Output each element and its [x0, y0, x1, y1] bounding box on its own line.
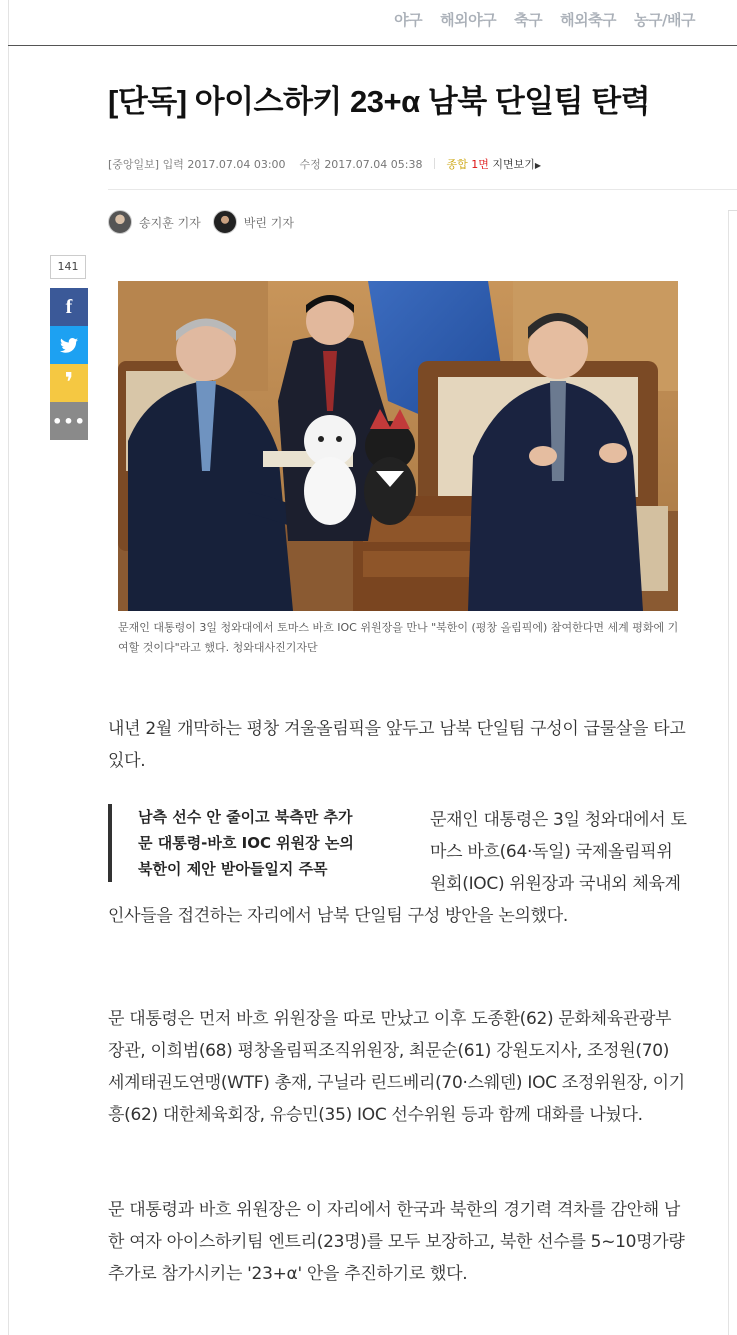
- avatar: [213, 210, 237, 234]
- facebook-icon: f: [65, 295, 73, 318]
- reporter-name: 송지훈 기자: [139, 215, 201, 230]
- facebook-share-button[interactable]: [50, 288, 88, 326]
- published-label: 입력: [162, 158, 184, 171]
- edition-link[interactable]: [447, 158, 489, 171]
- meta-divider: [434, 158, 435, 169]
- published-date: 2017.07.04 03:00: [187, 158, 286, 171]
- avatar: [108, 210, 132, 234]
- kakaostory-icon: ❜: [64, 368, 74, 398]
- nav-item-basketball-volleyball[interactable]: 농구/배구: [634, 11, 695, 29]
- meta-divider-line: [108, 189, 737, 190]
- page-left-border: [8, 0, 9, 1335]
- nav-item-mlb[interactable]: 해외야구: [440, 11, 497, 29]
- right-rail-border: [728, 210, 729, 1335]
- twitter-icon: [60, 338, 78, 353]
- reporter-2[interactable]: [213, 210, 294, 234]
- pullquote-section: [108, 804, 688, 932]
- article-paragraph-2: 문재인 대통령은 3일 청와대에서 토마스 바흐(64·독일) 국제올림픽위원회(IOC) 위원장과 국내외 체육계 인사들을 접견하는 자리에서 남북 단일팀 구성 방안을 논의했다.: [108, 810, 687, 926]
- modified-date: 2017.07.04 05:38: [324, 158, 423, 171]
- pullquote-line: 북한이 제안 받아들일지 주목: [138, 860, 328, 878]
- reporter-name: 박린 기자: [243, 215, 294, 230]
- article-paragraph-4: 문 대통령과 바흐 위원장은 이 자리에서 한국과 북한의 경기력 격차를 감안해 남한 여자 아이스하키팀 엔트리(23명)를 모두 보장하고, 북한 선수를 5~10명가량 추가로 참가시키는 '23+α' 안을 추진하기로 했다.: [108, 1200, 685, 1284]
- article-photo: [118, 281, 678, 611]
- paper-viewer-link[interactable]: [492, 158, 541, 171]
- article-paragraph-1: 내년 2월 개막하는 평창 겨울올림픽을 앞두고 남북 단일팀 구성이 급물살을 타고 있다.: [108, 719, 686, 771]
- chevron-right-icon: ▶: [534, 161, 542, 170]
- article-paragraph-3: 문 대통령은 먼저 바흐 위원장을 따로 만났고 이후 도종환(62) 문화체육관광부 장관, 이희범(68) 평창올림픽조직위원장, 최문순(61) 강원도지사, 조정원(70) 세계태권도연맹(WTF) 총재, 구닐라 린드베리(70·스웨덴) IOC 조정위원장, 이기흥(62) 대한체육회장, 유승민(35) IOC 선수위원 등과 함께 대화를 나눴다.: [108, 1009, 685, 1125]
- pullquote: [108, 804, 400, 882]
- photo-caption: 문재인 대통령이 3일 청와대에서 토마스 바흐 IOC 위원장을 만나 "북한이 (평창 올림픽에) 참여한다면 세계 평화에 기여할 것이다"라고 했다. 청와대사진기자단: [118, 621, 679, 654]
- nav-item-baseball[interactable]: 야구: [394, 11, 423, 29]
- share-bar: [50, 255, 88, 440]
- right-rail-top-border: [728, 210, 737, 211]
- more-dots-icon: •••: [52, 411, 86, 431]
- modified-label: 수정: [299, 158, 321, 171]
- more-share-button[interactable]: [50, 402, 88, 440]
- twitter-share-button[interactable]: [50, 326, 88, 364]
- article-meta: [108, 156, 541, 172]
- pullquote-line: 남측 선수 안 줄이고 북측만 추가: [138, 808, 353, 826]
- share-count: 141: [50, 255, 86, 279]
- paper-viewer-label: 지면보기: [492, 158, 535, 171]
- reporter-1[interactable]: [108, 210, 201, 234]
- pullquote-line: 문 대통령-바흐 IOC 위원장 논의: [138, 834, 354, 852]
- source-label: [중앙일보]: [108, 158, 160, 171]
- nav-item-soccer[interactable]: 축구: [514, 11, 543, 29]
- nav-item-world-soccer[interactable]: 해외축구: [560, 11, 617, 29]
- kakaostory-share-button[interactable]: [50, 364, 88, 402]
- reporter-list: [108, 210, 306, 234]
- article-headline: [단독] 아이스하키 23+α 남북 단일팀 탄력: [108, 84, 651, 119]
- edition-page: 1면: [471, 158, 489, 171]
- sports-nav: [8, 0, 737, 46]
- edition-section: 종합: [446, 158, 468, 171]
